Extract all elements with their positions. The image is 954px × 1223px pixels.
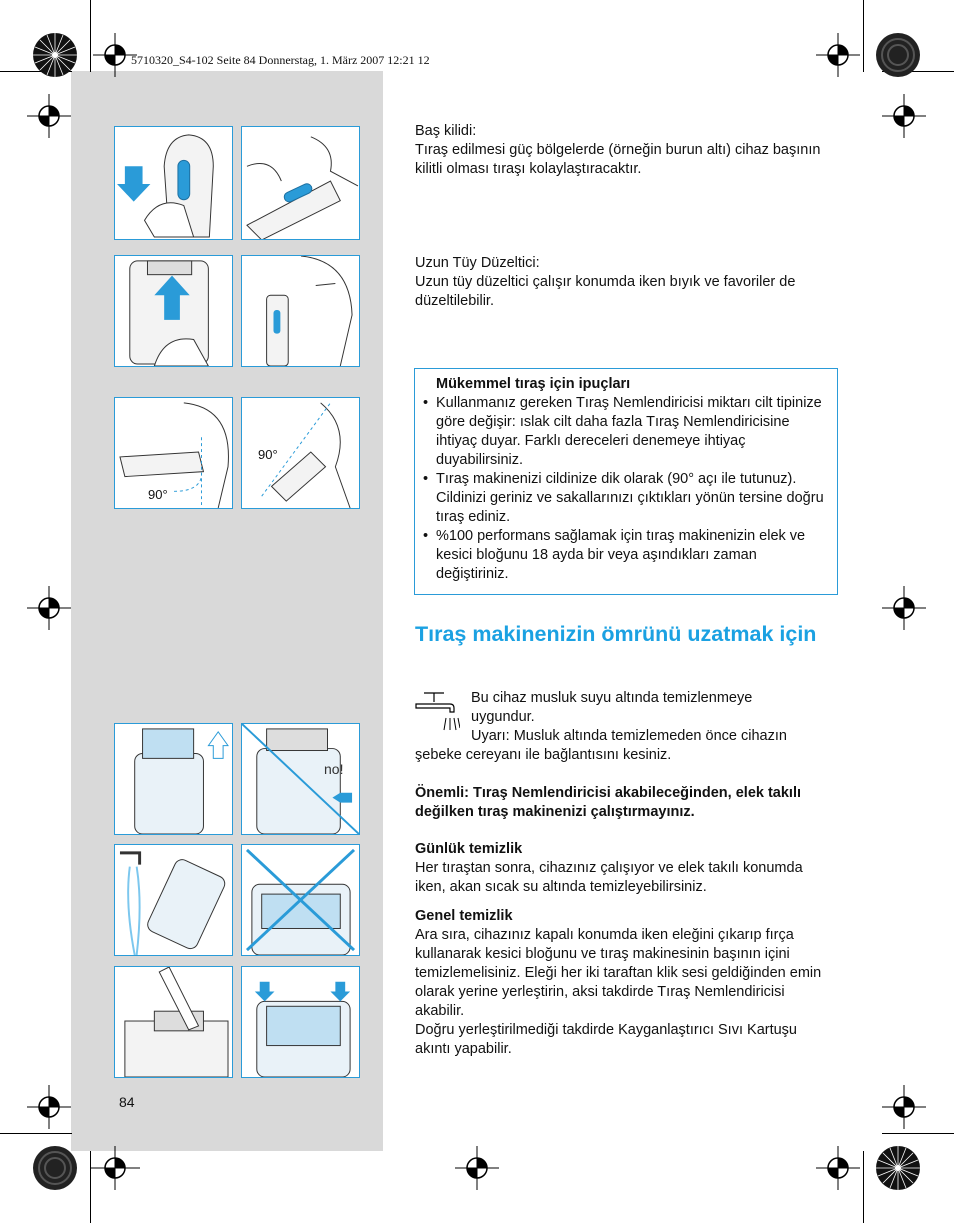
daily-cleaning <box>415 840 835 897</box>
angle-label-front: 90° <box>258 447 278 462</box>
head-lock-section <box>415 122 835 179</box>
figure-trimmer-up <box>114 255 233 367</box>
daily-heading: Günlük temizlik <box>415 841 523 857</box>
general-body: Ara sıra, cihazınız kapalı konumda iken eleğini çıkarıp fırça kullanarak kesici bloğunu ve tıraş makinesinin başının içini temizlemelisiniz. Eleği her iki taraftan klik sesi geldiğinden emin olarak yerine yerleştirin, aksi takdirde Tıraş Nemlendiricisi akabilir. <box>415 927 822 1019</box>
tip-item: • Tıraş makinenizi cildinize dik olarak (90° açı ile tutunuz). Cildinizi geriniz ve sakallarınızı çıktıkları yönün tersine doğru tıraş ediniz. <box>423 470 828 527</box>
tips-list <box>423 394 828 584</box>
important-note: Önemli: Tıraş Nemlendiricisi akabileceğinden, elek takılı değilken tıraş makinenizi çalıştırmayınız. <box>415 785 802 820</box>
figure-lock-press <box>114 126 233 240</box>
figure-lock-nose <box>241 126 360 240</box>
trimmer-section <box>415 254 835 311</box>
tip-item: • %100 performans sağlamak için tıraş makinenizin elek ve kesici bloğunu 18 ayda bir veya aşındıkları zaman değiştiriniz. <box>423 527 828 584</box>
tips-box <box>414 368 838 595</box>
general-heading: Genel temizlik <box>415 908 513 924</box>
figure-trimmer-face <box>241 255 360 367</box>
figure-brush-cutter <box>114 966 233 1078</box>
faucet-line2: uygundur. <box>471 709 535 725</box>
warning-label: Uyarı: <box>471 728 510 744</box>
no-label: no! <box>324 761 344 777</box>
warning-text <box>415 727 835 765</box>
figure-foil-replace <box>241 966 360 1078</box>
care-heading-wrap <box>415 622 835 647</box>
figure-angle-side <box>114 397 233 509</box>
angle-label-side: 90° <box>148 487 168 502</box>
figure-no-cutter-press <box>241 723 360 835</box>
figure-angle-front <box>241 397 360 509</box>
figure-rinse <box>114 844 233 956</box>
print-header: 5710320_S4-102 Seite 84 Donnerstag, 1. März 2007 12:21 12 <box>131 53 430 67</box>
tip-item: • Kullanmanız gereken Tıraş Nemlendiricisi miktarı cilt tipinize göre değişir: ıslak cilt daha fazla Tıraş Nemlendiricisine ihtiyaç duyar. Farklı dereceleri denemeye ihtiyaç duyabilirsiniz. <box>423 394 828 470</box>
faucet-text <box>471 689 841 727</box>
head-lock-body: Tıraş edilmesi güç bölgelerde (örneğin burun altı) cihaz başının kilitli olması tıraşı kolaylaştıracaktır. <box>415 142 821 177</box>
care-heading: Tıraş makinenizin ömrünü uzatmak için <box>415 622 817 646</box>
general-body-2: Doğru yerleştirilmediği takdirde Kayganlaştırıcı Sıvı Kartuşu akıntı yapabilir. <box>415 1022 797 1057</box>
trimmer-body: Uzun tüy düzeltici çalışır konumda iken bıyık ve favoriler de düzeltilebilir. <box>415 274 796 309</box>
figure-foil-remove <box>114 723 233 835</box>
daily-body: Her tıraştan sonra, cihazınız çalışıyor ve elek takılı konumda iken, akan sıcak su altında temizleyebilirsiniz. <box>415 860 803 895</box>
trimmer-heading: Uzun Tüy Düzeltici: <box>415 255 540 271</box>
faucet-line1: Bu cihaz musluk suyu altında temizlenmeye <box>471 690 753 706</box>
warning-body: Musluk altında temizlemeden önce cihazın şebeke cereyanı ile bağlantısını kesiniz. <box>415 728 787 763</box>
head-lock-heading: Baş kilidi: <box>415 123 477 139</box>
figure-no-brush-foil <box>241 844 360 956</box>
general-cleaning <box>415 907 835 1059</box>
page-number: 84 <box>119 1094 135 1110</box>
tips-title: Mükemmel tıraş için ipuçları <box>436 376 631 392</box>
